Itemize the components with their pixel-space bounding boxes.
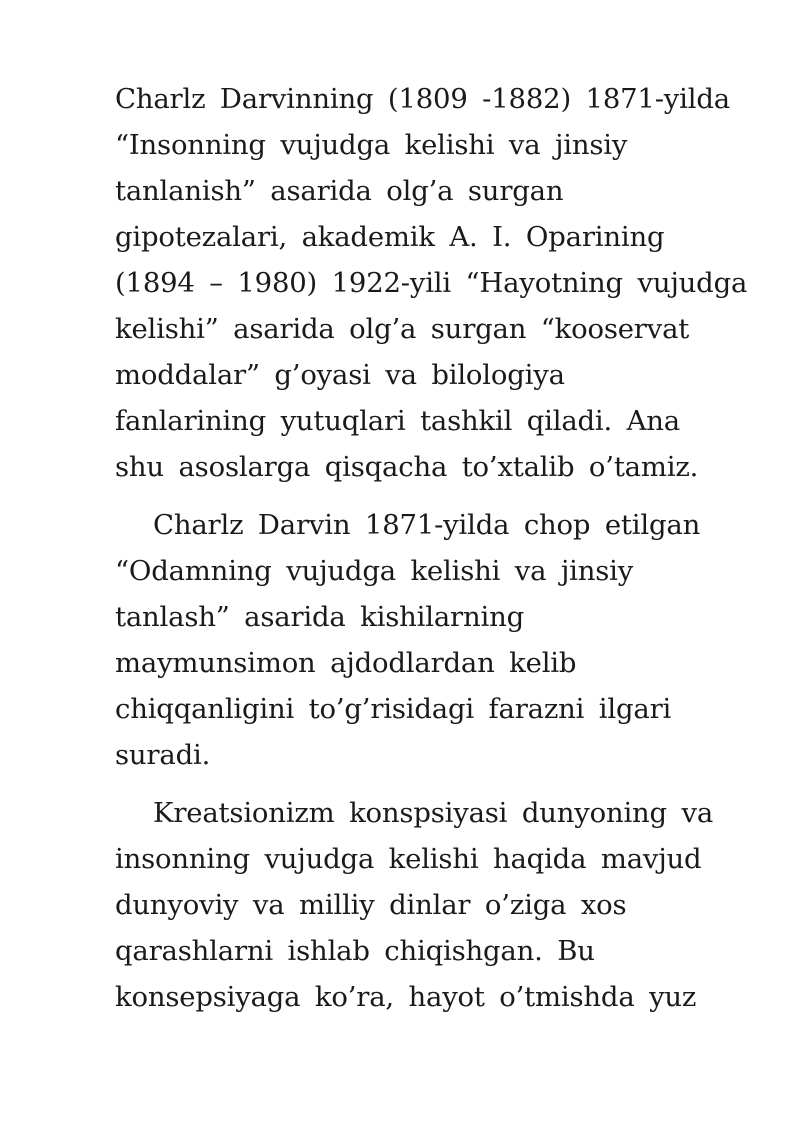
text-line: insonning vujudga kelishi haqida mavjud <box>115 843 702 875</box>
text-line: Charlz Darvin 1871-yilda chop etilgan <box>153 509 701 541</box>
text-line: shu asoslarga qisqacha to’xtalib o’tamiz. <box>115 451 699 483</box>
body-text <box>115 76 755 1020</box>
paragraph-1 <box>115 76 755 490</box>
text-line: tanlash” asarida kishilarning <box>115 601 524 633</box>
text-line: suradi. <box>115 739 211 771</box>
paragraph-2 <box>115 502 755 778</box>
paragraph-spacer <box>115 778 755 790</box>
text-line: gipotezalari, akademik A. I. Oparining <box>115 221 665 253</box>
text-line: dunyoviy va milliy dinlar o’ziga xos <box>115 889 627 921</box>
paragraph-3 <box>115 790 755 1020</box>
text-line: Kreatsionizm konspsiyasi dunyoning va <box>153 797 714 829</box>
text-line: moddalar” g’oyasi va bilologiya <box>115 359 565 391</box>
paragraph-spacer <box>115 490 755 502</box>
text-line: chiqqanligini to’g’risidagi farazni ilgari <box>115 693 672 725</box>
text-line: qarashlarni ishlab chiqishgan. Bu <box>115 935 595 967</box>
text-line: kelishi” asarida olg’a surgan “kooservat <box>115 313 690 345</box>
text-line: “Odamning vujudga kelishi va jinsiy <box>115 555 634 587</box>
text-line: Charlz Darvinning (1809 -1882) 1871-yilda <box>115 83 730 115</box>
text-line: konsepsiyaga ko’ra, hayot o’tmishda yuz <box>115 981 697 1013</box>
text-line: “Insonning vujudga kelishi va jinsiy <box>115 129 628 161</box>
text-line: fanlarining yutuqlari tashkil qiladi. Ana <box>115 405 680 437</box>
text-line: maymunsimon ajdodlardan kelib <box>115 647 577 679</box>
text-line: tanlanish” asarida olg’a surgan <box>115 175 564 207</box>
text-line: (1894 – 1980) 1922-yili “Hayotning vujudga <box>115 267 748 299</box>
